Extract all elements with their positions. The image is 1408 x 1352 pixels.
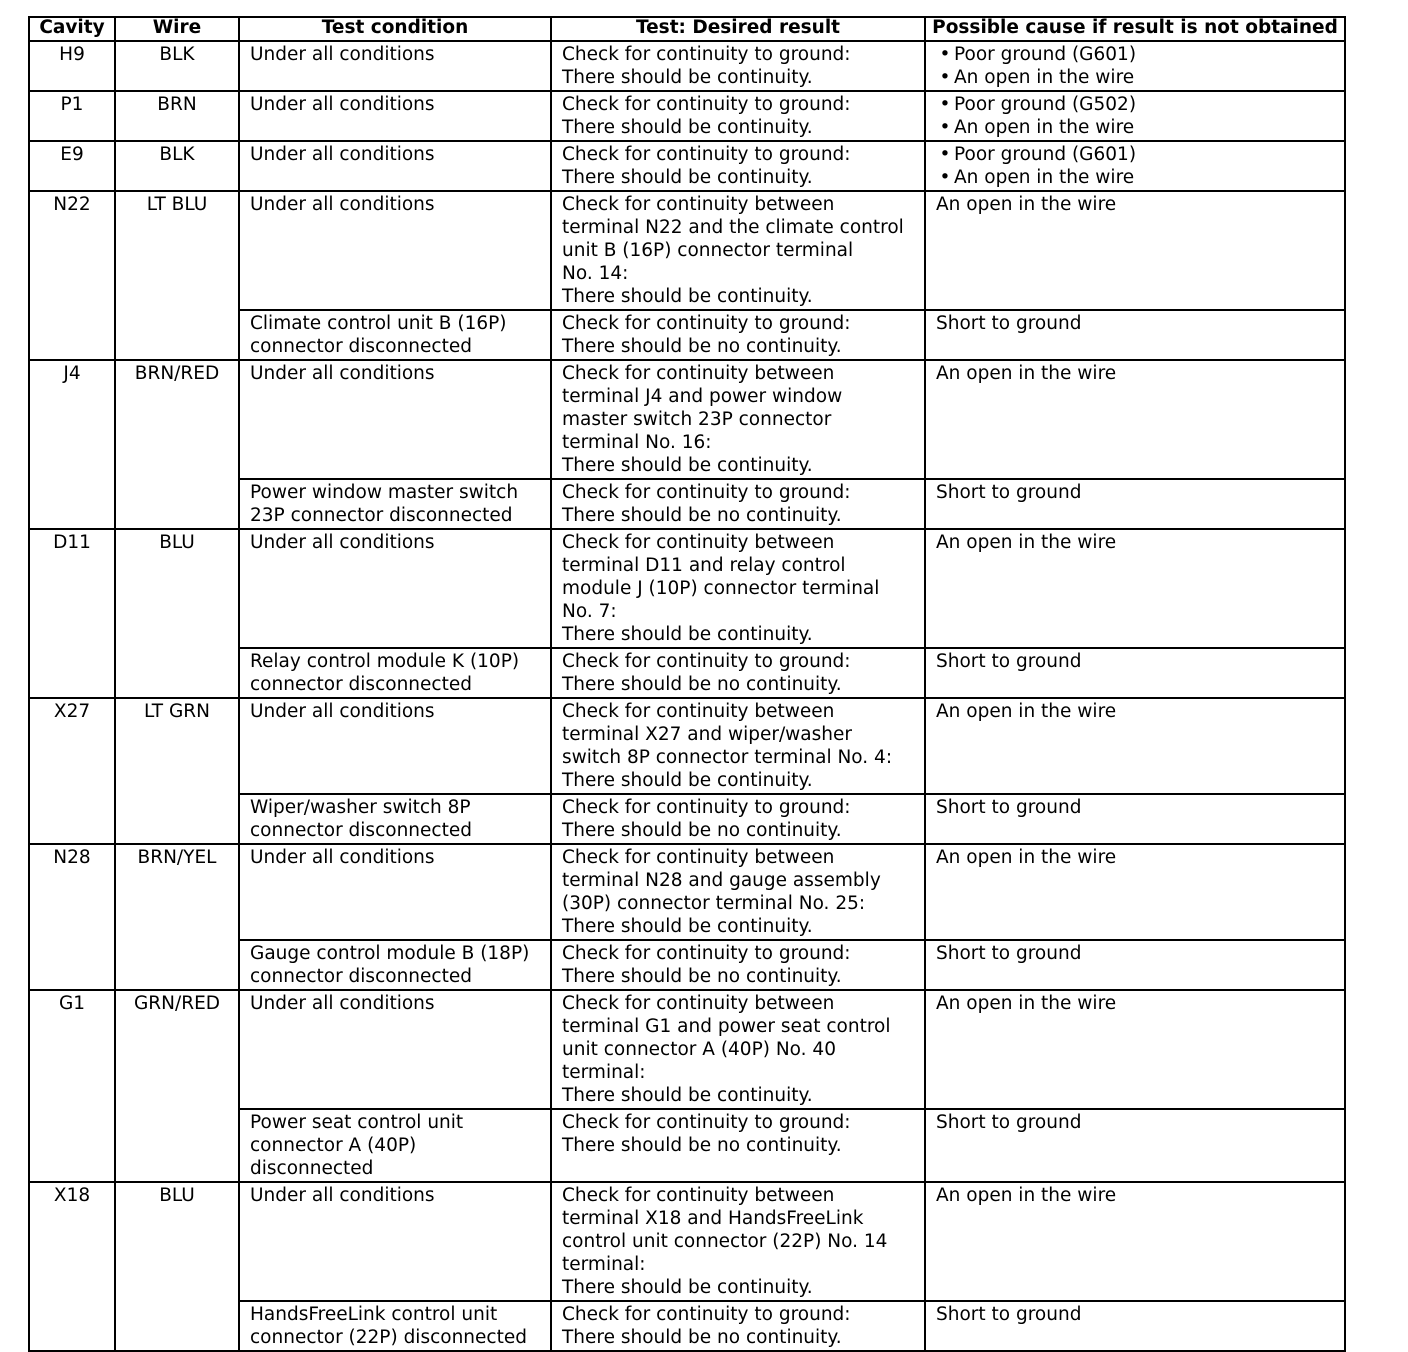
possible-cause-cell xyxy=(925,191,1345,310)
possible-cause-text: Short to ground xyxy=(936,943,1082,964)
table-row xyxy=(29,41,1345,91)
test-condition-line: Under all conditions xyxy=(250,194,435,215)
desired-result-line: Check for continuity to ground: xyxy=(562,651,851,672)
test-condition-cell xyxy=(239,41,551,91)
test-condition-line: connector A (40P) xyxy=(250,1135,417,1156)
desired-result-line: unit connector A (40P) No. 40 xyxy=(562,1039,836,1060)
header-desired-result: Test: Desired result xyxy=(551,17,925,41)
desired-result-line: terminal N22 and the climate control xyxy=(562,217,904,238)
possible-cause-cell xyxy=(925,1182,1345,1301)
header-wire: Wire xyxy=(115,17,239,41)
cavity-cell: H9 xyxy=(29,41,115,91)
cavity-cell: N22 xyxy=(29,191,115,360)
possible-cause-text: An open in the wire xyxy=(936,701,1117,722)
desired-result-line: No. 14: xyxy=(562,263,629,284)
desired-result-line: terminal J4 and power window xyxy=(562,386,843,407)
test-condition-line: Gauge control module B (18P) xyxy=(250,943,530,964)
possible-cause-cell xyxy=(925,1301,1345,1351)
desired-result-cell xyxy=(551,1301,925,1351)
test-condition-line: connector (22P) disconnected xyxy=(250,1327,527,1348)
desired-result-line: Check for continuity between xyxy=(562,1185,835,1206)
possible-cause-cell xyxy=(925,698,1345,794)
desired-result-line: There should be continuity. xyxy=(562,117,813,138)
desired-result-line: There should be no continuity. xyxy=(562,966,842,987)
cavity-cell: G1 xyxy=(29,990,115,1182)
test-condition-line: Relay control module K (10P) xyxy=(250,651,520,672)
possible-cause-cell xyxy=(925,91,1345,141)
wire-color-cell: BLK xyxy=(115,41,239,91)
test-condition-line: Under all conditions xyxy=(250,532,435,553)
possible-cause-text: An open in the wire xyxy=(936,1185,1117,1206)
desired-result-line: terminal D11 and relay control xyxy=(562,555,846,576)
test-condition-line: Climate control unit B (16P) xyxy=(250,313,507,334)
test-condition-line: connector disconnected xyxy=(250,966,472,987)
possible-cause-item: • Poor ground (G502) xyxy=(936,93,1336,116)
test-condition-line: Under all conditions xyxy=(250,1185,435,1206)
possible-cause-text: Short to ground xyxy=(936,651,1082,672)
test-condition-line: Power seat control unit xyxy=(250,1112,464,1133)
test-condition-cell xyxy=(239,698,551,794)
desired-result-line: master switch 23P connector xyxy=(562,409,832,430)
test-condition-line: Under all conditions xyxy=(250,993,435,1014)
possible-cause-text: Short to ground xyxy=(936,797,1082,818)
desired-result-line: Check for continuity to ground: xyxy=(562,313,851,334)
test-condition-line: connector disconnected xyxy=(250,336,472,357)
desired-result-cell xyxy=(551,844,925,940)
desired-result-cell xyxy=(551,698,925,794)
desired-result-line: There should be continuity. xyxy=(562,770,813,791)
possible-cause-text: An open in the wire xyxy=(936,194,1117,215)
cavity-cell: E9 xyxy=(29,141,115,191)
desired-result-line: There should be no continuity. xyxy=(562,1135,842,1156)
test-condition-line: connector disconnected xyxy=(250,674,472,695)
test-condition-line: disconnected xyxy=(250,1158,374,1179)
desired-result-line: Check for continuity between xyxy=(562,194,835,215)
desired-result-line: There should be no continuity. xyxy=(562,820,842,841)
test-condition-line: 23P connector disconnected xyxy=(250,505,513,526)
wire-color-cell: BLU xyxy=(115,529,239,698)
desired-result-cell xyxy=(551,91,925,141)
test-condition-cell xyxy=(239,529,551,648)
desired-result-line: Check for continuity to ground: xyxy=(562,1304,851,1325)
wire-color-cell: BRN/RED xyxy=(115,360,239,529)
possible-cause-text: Short to ground xyxy=(936,1112,1082,1133)
wire-color-cell: BRN xyxy=(115,91,239,141)
desired-result-cell xyxy=(551,310,925,360)
desired-result-cell xyxy=(551,940,925,990)
possible-cause-cell xyxy=(925,310,1345,360)
test-condition-line: Power window master switch xyxy=(250,482,519,503)
table-row xyxy=(29,990,1345,1109)
test-condition-line: Under all conditions xyxy=(250,363,435,384)
test-condition-cell xyxy=(239,1182,551,1301)
continuity-test-table xyxy=(28,16,1346,1352)
test-condition-cell xyxy=(239,844,551,940)
desired-result-line: Check for continuity between xyxy=(562,993,835,1014)
header-possible-cause: Possible cause if result is not obtained xyxy=(925,17,1345,41)
desired-result-line: terminal: xyxy=(562,1254,646,1275)
test-condition-line: Under all conditions xyxy=(250,144,435,165)
desired-result-line: Check for continuity between xyxy=(562,847,835,868)
desired-result-line: There should be continuity. xyxy=(562,67,813,88)
test-condition-cell xyxy=(239,990,551,1109)
possible-cause-item: • An open in the wire xyxy=(936,116,1336,139)
table-row xyxy=(29,141,1345,191)
table-row xyxy=(29,91,1345,141)
test-condition-cell xyxy=(239,1109,551,1182)
test-condition-cell xyxy=(239,794,551,844)
desired-result-cell xyxy=(551,1109,925,1182)
desired-result-line: Check for continuity to ground: xyxy=(562,94,851,115)
test-condition-cell xyxy=(239,91,551,141)
cavity-cell: P1 xyxy=(29,91,115,141)
test-condition-line: HandsFreeLink control unit xyxy=(250,1304,498,1325)
test-condition-cell xyxy=(239,648,551,698)
desired-result-line: Check for continuity to ground: xyxy=(562,797,851,818)
desired-result-line: Check for continuity to ground: xyxy=(562,144,851,165)
possible-cause-cell xyxy=(925,844,1345,940)
table-row xyxy=(29,529,1345,648)
possible-cause-cell xyxy=(925,479,1345,529)
desired-result-line: Check for continuity to ground: xyxy=(562,943,851,964)
desired-result-line: terminal X27 and wiper/washer xyxy=(562,724,852,745)
test-condition-line: connector disconnected xyxy=(250,820,472,841)
possible-cause-item: • An open in the wire xyxy=(936,166,1336,189)
possible-cause-text: Short to ground xyxy=(936,313,1082,334)
desired-result-line: There should be continuity. xyxy=(562,286,813,307)
possible-cause-list xyxy=(936,93,1336,139)
possible-cause-text: Short to ground xyxy=(936,1304,1082,1325)
desired-result-line: terminal No. 16: xyxy=(562,432,712,453)
possible-cause-text: An open in the wire xyxy=(936,532,1117,553)
cavity-cell: X18 xyxy=(29,1182,115,1351)
possible-cause-cell xyxy=(925,41,1345,91)
test-condition-cell xyxy=(239,141,551,191)
test-condition-line: Wiper/washer switch 8P xyxy=(250,797,471,818)
desired-result-cell xyxy=(551,794,925,844)
desired-result-line: module J (10P) connector terminal xyxy=(562,578,880,599)
header-cavity: Cavity xyxy=(29,17,115,41)
test-condition-line: Under all conditions xyxy=(250,701,435,722)
header-row xyxy=(29,17,1345,41)
desired-result-line: control unit connector (22P) No. 14 xyxy=(562,1231,888,1252)
desired-result-cell xyxy=(551,990,925,1109)
wire-color-cell: BLU xyxy=(115,1182,239,1351)
desired-result-line: Check for continuity between xyxy=(562,532,835,553)
possible-cause-cell xyxy=(925,794,1345,844)
table-body xyxy=(29,41,1345,1351)
possible-cause-cell xyxy=(925,940,1345,990)
wire-color-cell: GRN/RED xyxy=(115,990,239,1182)
possible-cause-cell xyxy=(925,141,1345,191)
possible-cause-item: • Poor ground (G601) xyxy=(936,143,1336,166)
desired-result-line: Check for continuity between xyxy=(562,701,835,722)
possible-cause-text: An open in the wire xyxy=(936,993,1117,1014)
desired-result-line: There should be continuity. xyxy=(562,167,813,188)
desired-result-line: terminal: xyxy=(562,1062,646,1083)
desired-result-cell xyxy=(551,41,925,91)
table-row xyxy=(29,191,1345,310)
desired-result-cell xyxy=(551,1182,925,1301)
desired-result-line: There should be continuity. xyxy=(562,1085,813,1106)
desired-result-line: There should be no continuity. xyxy=(562,674,842,695)
cavity-cell: N28 xyxy=(29,844,115,990)
desired-result-cell xyxy=(551,191,925,310)
table-row xyxy=(29,1182,1345,1301)
test-condition-cell xyxy=(239,1301,551,1351)
desired-result-line: There should be continuity. xyxy=(562,455,813,476)
desired-result-line: There should be continuity. xyxy=(562,624,813,645)
desired-result-line: There should be no continuity. xyxy=(562,1327,842,1348)
desired-result-line: (30P) connector terminal No. 25: xyxy=(562,893,866,914)
possible-cause-cell xyxy=(925,990,1345,1109)
desired-result-line: terminal N28 and gauge assembly xyxy=(562,870,881,891)
test-condition-line: Under all conditions xyxy=(250,847,435,868)
possible-cause-cell xyxy=(925,529,1345,648)
desired-result-line: Check for continuity to ground: xyxy=(562,482,851,503)
desired-result-line: There should be no continuity. xyxy=(562,336,842,357)
test-condition-line: Under all conditions xyxy=(250,44,435,65)
wire-color-cell: BLK xyxy=(115,141,239,191)
possible-cause-list xyxy=(936,143,1336,189)
continuity-test-table-container xyxy=(28,16,1344,1352)
possible-cause-text: Short to ground xyxy=(936,482,1082,503)
cavity-cell: X27 xyxy=(29,698,115,844)
desired-result-line: Check for continuity between xyxy=(562,363,835,384)
test-condition-line: Under all conditions xyxy=(250,94,435,115)
test-condition-cell xyxy=(239,360,551,479)
desired-result-line: terminal G1 and power seat control xyxy=(562,1016,891,1037)
desired-result-line: switch 8P connector terminal No. 4: xyxy=(562,747,893,768)
table-row xyxy=(29,698,1345,794)
desired-result-line: unit B (16P) connector terminal xyxy=(562,240,854,261)
desired-result-cell xyxy=(551,529,925,648)
desired-result-line: There should be no continuity. xyxy=(562,505,842,526)
desired-result-line: There should be continuity. xyxy=(562,916,813,937)
desired-result-line: There should be continuity. xyxy=(562,1277,813,1298)
cavity-cell: D11 xyxy=(29,529,115,698)
desired-result-cell xyxy=(551,360,925,479)
header-test-condition: Test condition xyxy=(239,17,551,41)
cavity-cell: J4 xyxy=(29,360,115,529)
test-condition-cell xyxy=(239,310,551,360)
possible-cause-text: An open in the wire xyxy=(936,363,1117,384)
desired-result-line: Check for continuity to ground: xyxy=(562,1112,851,1133)
table-row xyxy=(29,844,1345,940)
possible-cause-list xyxy=(936,43,1336,89)
test-condition-cell xyxy=(239,479,551,529)
desired-result-line: No. 7: xyxy=(562,601,617,622)
desired-result-line: terminal X18 and HandsFreeLink xyxy=(562,1208,864,1229)
wire-color-cell: LT GRN xyxy=(115,698,239,844)
wire-color-cell: BRN/YEL xyxy=(115,844,239,990)
possible-cause-cell xyxy=(925,648,1345,698)
table-row xyxy=(29,360,1345,479)
possible-cause-item: • An open in the wire xyxy=(936,66,1336,89)
possible-cause-item: • Poor ground (G601) xyxy=(936,43,1336,66)
desired-result-cell xyxy=(551,479,925,529)
wire-color-cell: LT BLU xyxy=(115,191,239,360)
desired-result-cell xyxy=(551,648,925,698)
desired-result-cell xyxy=(551,141,925,191)
possible-cause-text: An open in the wire xyxy=(936,847,1117,868)
test-condition-cell xyxy=(239,940,551,990)
possible-cause-cell xyxy=(925,1109,1345,1182)
desired-result-line: Check for continuity to ground: xyxy=(562,44,851,65)
test-condition-cell xyxy=(239,191,551,310)
possible-cause-cell xyxy=(925,360,1345,479)
